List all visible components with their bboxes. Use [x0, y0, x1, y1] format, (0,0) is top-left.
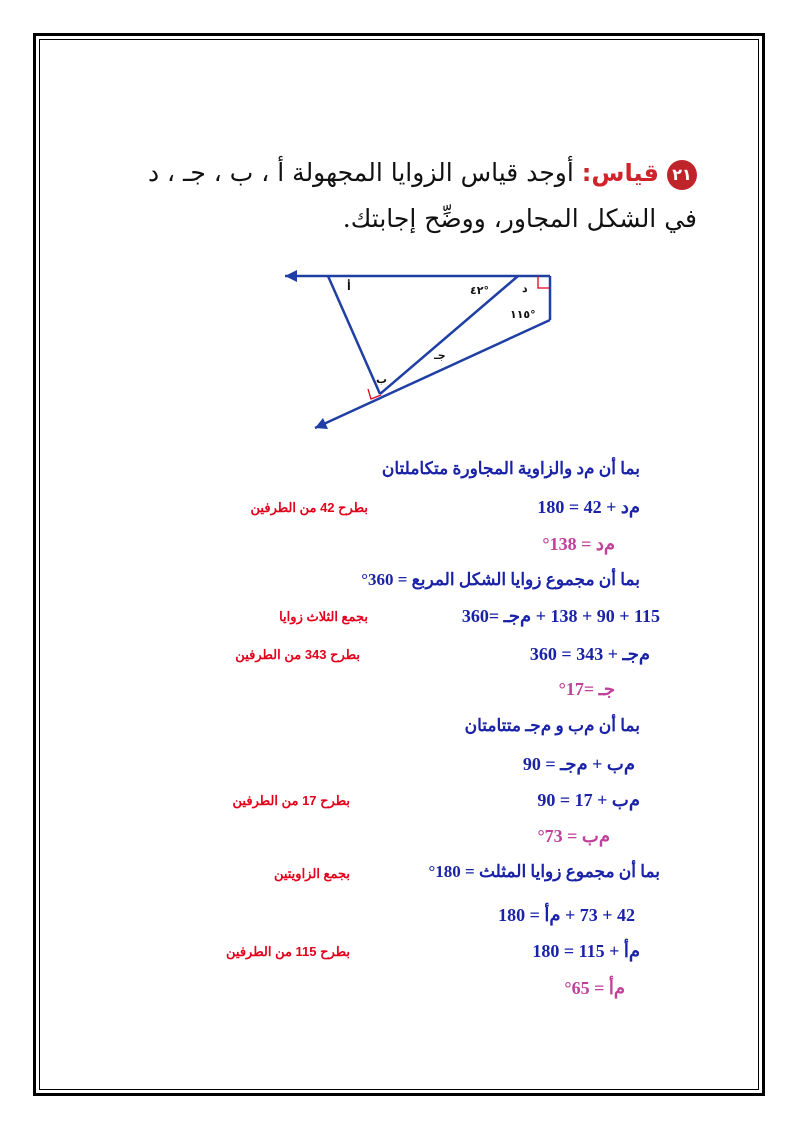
solution-note-14: بطرح 115 من الطرفين	[226, 944, 350, 959]
solution-line-9: ﻡب + ﻡجـ = 90	[522, 754, 635, 774]
solution-note-12: بجمع الزاويتين	[273, 866, 350, 881]
solution-note-2: بطرح 42 من الطرفين	[250, 500, 368, 515]
question-number-badge: ٢١	[667, 160, 697, 190]
solution-line-3: ﻡد = 138°	[542, 534, 615, 554]
question-heading	[97, 150, 697, 242]
solution-line-1: بما أن ﻡد والزاوية المجاورة متكاملتان	[381, 459, 640, 478]
label-42: ٤٢°	[470, 284, 489, 297]
lower-ray	[315, 320, 550, 428]
solution-line-6: ﻡجـ + 343 = 360	[529, 644, 650, 664]
figure-lines	[285, 270, 550, 429]
solution-line-14: ﻡأ + 115 = 180	[532, 941, 640, 961]
label-d: د	[522, 282, 528, 295]
solution-line-4: بما أن مجموع زوايا الشكل المربع = 360°	[361, 570, 640, 589]
solution-line-2: ﻡد + 42 = 180	[537, 497, 640, 517]
solution-line-15: ﻡأ = 65°	[564, 978, 625, 998]
solution-note-10: بطرح 17 من الطرفين	[232, 793, 350, 808]
solution-line-10: ﻡب + 17 = 90	[537, 790, 640, 810]
right-angle-marker-top	[538, 276, 550, 288]
question-text-line-2: في الشكل المجاور، ووضِّح إجابتك.	[342, 204, 697, 233]
solution-note-6: بطرح 343 من الطرفين	[235, 647, 360, 662]
question-line-1	[97, 150, 697, 196]
left-side	[328, 276, 380, 394]
diagonal	[380, 276, 518, 394]
label-a: أ	[347, 280, 351, 293]
solution-note-5: بجمع الثلاث زوايا	[279, 609, 368, 624]
solution-line-5: 115 + 90 + 138 + ﻡجـ =360	[461, 606, 660, 626]
solution-line-7: جـ =17°	[558, 679, 615, 699]
question-keyword: قياس:	[581, 159, 659, 187]
solution-line-8: بما أن ﻡب و ﻡجـ متتامتان	[464, 716, 640, 735]
question-text-line-1: أوجد قياس الزوايا المجهولة أ ، ب ، جـ ، د	[147, 158, 574, 187]
solution-line-11: ﻡب = 73°	[537, 826, 610, 846]
geometry-figure	[270, 262, 570, 437]
label-b: ب	[376, 373, 388, 386]
top-ray-arrowhead	[285, 270, 297, 282]
label-115: ١١٥°	[510, 308, 536, 321]
solution-line-13: 42 + 73 + ﻡأ = 180	[498, 905, 635, 925]
label-c: جـ	[434, 349, 446, 362]
solution-line-12: بما أن مجموع زوايا المثلث = 180°	[428, 862, 660, 881]
